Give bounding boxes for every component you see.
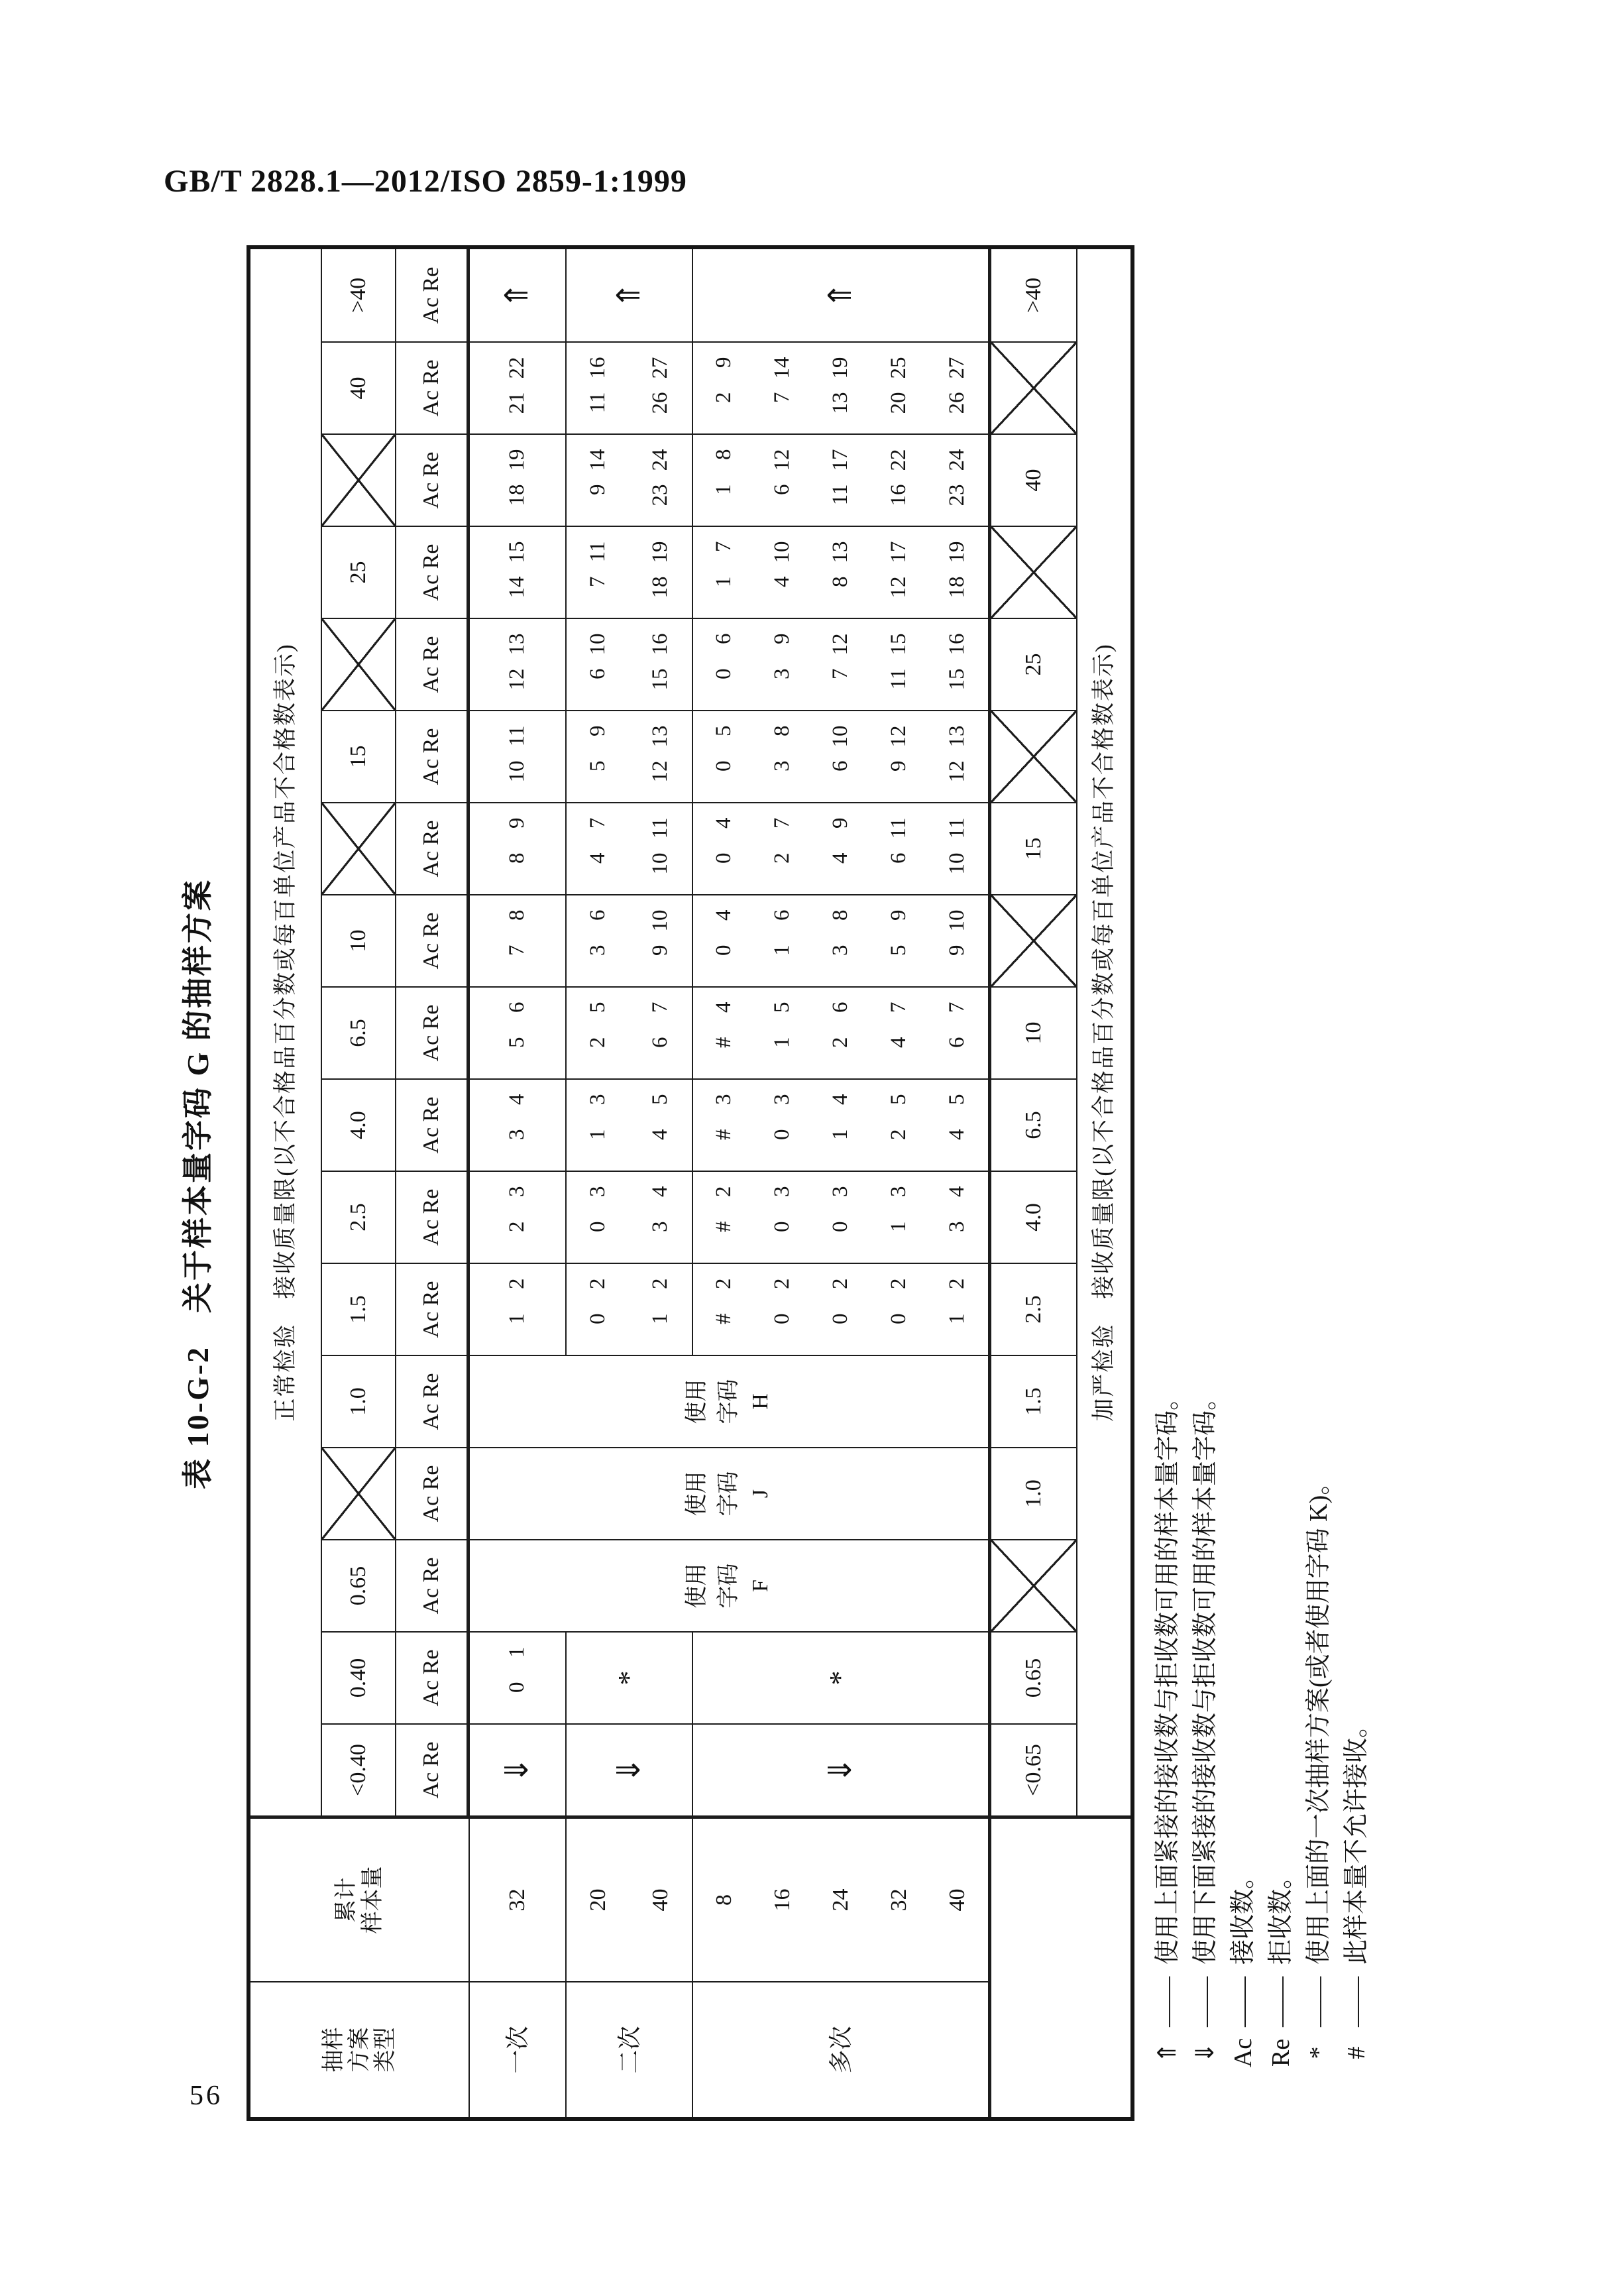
aql-normal-crossed-cell xyxy=(322,802,396,894)
corner-empty-cell xyxy=(991,1815,1130,2117)
aql-tightened-cell: 25 xyxy=(991,618,1077,710)
plan-type-label: 二次 xyxy=(567,1981,693,2117)
single-plan-cell: 1 2 xyxy=(470,1263,567,1355)
footnote-symbol: Re xyxy=(1267,2038,1295,2067)
aql-normal-cell: <0.40 xyxy=(322,1723,396,1815)
corner-plan-type-header: 抽样 方案 类型 xyxy=(250,1981,470,2117)
sampling-plan-table xyxy=(247,245,1134,2121)
page-number: 56 xyxy=(190,2081,223,2111)
corner-cum-size-header: 累计 样本量 xyxy=(250,1815,470,1981)
aql-tightened-crossed-cell xyxy=(991,1539,1077,1631)
footnote-text: 使用下面紧接的接收数与拒收数可用的样本量字码。 xyxy=(1191,1385,1219,1965)
aql-tightened-cell: <0.65 xyxy=(991,1723,1077,1815)
single-plan-cell: 7 8 xyxy=(470,894,567,986)
aql-tightened-cell: 0.65 xyxy=(991,1631,1077,1723)
footnote-line: ⇓——使用下面紧接的接收数与拒收数可用的样本量字码。 xyxy=(1187,1385,1225,2075)
ac-re-header-cell: Ac Re xyxy=(396,894,470,986)
arrow-down-icon: ⇓ xyxy=(567,1723,693,1815)
multiple-plan-cell: 0 6 3 9 7 12 11 15 15 16 xyxy=(693,618,991,710)
aql-tightened-cell: 40 xyxy=(991,433,1077,526)
footnote-symbol: ⇓ xyxy=(1191,2042,1219,2063)
aql-normal-crossed-cell xyxy=(322,1447,396,1539)
aql-tightened-crossed-cell xyxy=(991,710,1077,802)
footnote-symbol: # xyxy=(1343,2046,1370,2059)
single-plan-cell: 2 3 xyxy=(470,1171,567,1263)
ac-re-header-cell: Ac Re xyxy=(396,1723,470,1815)
ac-re-header-cell: Ac Re xyxy=(396,1171,470,1263)
ac-re-header-cell: Ac Re xyxy=(396,1631,470,1723)
footnote-text: 使用上面的一次抽样方案(或者使用字码 K)。 xyxy=(1305,1469,1333,1965)
ac-re-header-cell: Ac Re xyxy=(396,1355,470,1447)
aql-normal-cell: 15 xyxy=(322,710,396,802)
ac-re-header-cell: Ac Re xyxy=(396,986,470,1078)
aql-normal-cell: 2.5 xyxy=(322,1171,396,1263)
multiple-plan-cell: 1 8 6 12 11 17 16 22 23 24 xyxy=(693,433,991,526)
ac-re-header-cell: Ac Re xyxy=(396,710,470,802)
multiple-plan-cell: 0 4 2 7 4 9 6 11 10 11 xyxy=(693,802,991,894)
aql-normal-cell: 40 xyxy=(322,341,396,433)
aql-normal-cell: 0.40 xyxy=(322,1631,396,1723)
footnote-text: 拒收数。 xyxy=(1267,1863,1295,1965)
multiple-plan-cell: # 2 0 3 0 3 1 3 3 4 xyxy=(693,1171,991,1263)
single-plan-cell: 5 6 xyxy=(470,986,567,1078)
footnote-symbol: Ac xyxy=(1229,2038,1257,2068)
aql-normal-cell: 4.0 xyxy=(322,1078,396,1171)
tightened-inspection-header: 加严检验 接收质量限(以不合格品百分数或每百单位产品不合格数表示) xyxy=(1090,643,1117,1422)
double-plan-cell: 4 7 10 11 xyxy=(567,802,693,894)
aql-normal-cell: 6.5 xyxy=(322,986,396,1078)
double-plan-cell: 6 10 15 16 xyxy=(567,618,693,710)
star-note-cell: * xyxy=(693,1631,991,1723)
double-plan-cell: 0 2 1 2 xyxy=(567,1263,693,1355)
double-plan-cell: 1 3 4 5 xyxy=(567,1078,693,1171)
cum-sample-size-cell: 20 40 xyxy=(567,1815,693,1981)
footnote-symbol: ⇑ xyxy=(1154,2042,1182,2063)
multiple-plan-cell: 1 7 4 10 8 13 12 17 18 19 xyxy=(693,526,991,618)
multiple-plan-cell: # 3 0 3 1 4 2 5 4 5 xyxy=(693,1078,991,1171)
aql-normal-cell: 25 xyxy=(322,526,396,618)
aql-normal-crossed-cell xyxy=(322,433,396,526)
plan-type-label: 多次 xyxy=(693,1981,991,2117)
ac-re-header-cell: Ac Re xyxy=(396,618,470,710)
footnote-symbol: * xyxy=(1305,2046,1333,2059)
footnote-line: #——此样本量不允许接收。 xyxy=(1338,1385,1376,2075)
footnote-text: 此样本量不允许接收。 xyxy=(1343,1712,1370,1965)
ac-re-header-cell: Ac Re xyxy=(396,1447,470,1539)
ac-re-header-cell: Ac Re xyxy=(396,526,470,618)
ac-re-header-cell: Ac Re xyxy=(396,802,470,894)
aql-tightened-cell: 4.0 xyxy=(991,1171,1077,1263)
double-plan-cell: 3 6 9 10 xyxy=(567,894,693,986)
aql-normal-cell: 10 xyxy=(322,894,396,986)
aql-tightened-cell: 6.5 xyxy=(991,1078,1077,1171)
ac-re-header-cell: Ac Re xyxy=(396,341,470,433)
footnote-text: 接收数。 xyxy=(1229,1863,1257,1965)
aql-tightened-cell: 1.0 xyxy=(991,1447,1077,1539)
plan-type-label: 一次 xyxy=(470,1981,567,2117)
aql-tightened-crossed-cell xyxy=(991,894,1077,986)
aql-tightened-cell: >40 xyxy=(991,249,1077,341)
aql-tightened-cell: 10 xyxy=(991,986,1077,1078)
footnote-line: Ac——接收数。 xyxy=(1225,1385,1262,2075)
footnote-line: ⇑——使用上面紧接的接收数与拒收数可用的样本量字码。 xyxy=(1149,1385,1187,2075)
cum-sample-size-cell: 32 xyxy=(470,1815,567,1981)
aql-normal-cell: 1.5 xyxy=(322,1263,396,1355)
use-code-letter-note-cell: 使用 字码 F xyxy=(470,1539,991,1631)
footnote-line: Re——拒收数。 xyxy=(1262,1385,1300,2075)
multiple-plan-cell: 0 5 3 8 6 10 9 12 12 13 xyxy=(693,710,991,802)
aql-normal-cell: 1.0 xyxy=(322,1355,396,1447)
arrow-down-icon: ⇓ xyxy=(693,1723,991,1815)
arrow-down-icon: ⇓ xyxy=(470,1723,567,1815)
double-plan-cell: 0 3 3 4 xyxy=(567,1171,693,1263)
multiple-plan-cell: # 4 1 5 2 6 4 7 6 7 xyxy=(693,986,991,1078)
aql-tightened-cell: 15 xyxy=(991,802,1077,894)
multiple-plan-cell: 0 4 1 6 3 8 5 9 9 10 xyxy=(693,894,991,986)
aql-normal-cell: 0.65 xyxy=(322,1539,396,1631)
ac-re-header-cell: Ac Re xyxy=(396,1539,470,1631)
single-plan-cell: 10 11 xyxy=(470,710,567,802)
use-code-letter-note-cell: 使用 字码 J xyxy=(470,1447,991,1539)
table-title: 表 10-G-2 关于样本量字码 G 的抽样方案 xyxy=(181,878,215,1489)
arrow-up-icon: ⇑ xyxy=(567,249,693,341)
arrow-up-icon: ⇑ xyxy=(693,249,991,341)
single-plan-cell: 3 4 xyxy=(470,1078,567,1171)
footnote-block xyxy=(1149,1385,1376,2075)
aql-tightened-cell: 2.5 xyxy=(991,1263,1077,1355)
rotated-table-canvas xyxy=(147,247,1380,2121)
double-plan-cell: 5 9 12 13 xyxy=(567,710,693,802)
aql-tightened-cell: 1.5 xyxy=(991,1355,1077,1447)
ac-re-header-cell: Ac Re xyxy=(396,1263,470,1355)
single-plan-cell: 0 1 xyxy=(470,1631,567,1723)
aql-normal-cell: >40 xyxy=(322,249,396,341)
multiple-plan-cell: # 2 0 2 0 2 0 2 1 2 xyxy=(693,1263,991,1355)
double-plan-cell: 9 14 23 24 xyxy=(567,433,693,526)
ac-re-header-cell: Ac Re xyxy=(396,249,470,341)
double-plan-cell: 11 16 26 27 xyxy=(567,341,693,433)
ac-re-header-cell: Ac Re xyxy=(396,433,470,526)
cum-sample-size-cell: 8 16 24 32 40 xyxy=(693,1815,991,1981)
arrow-up-icon: ⇑ xyxy=(470,249,567,341)
single-plan-cell: 14 15 xyxy=(470,526,567,618)
footnote-text: 使用上面紧接的接收数与拒收数可用的样本量字码。 xyxy=(1154,1385,1182,1965)
aql-tightened-crossed-cell xyxy=(991,341,1077,433)
single-plan-cell: 12 13 xyxy=(470,618,567,710)
double-plan-cell: 2 5 6 7 xyxy=(567,986,693,1078)
star-note-cell: * xyxy=(567,1631,693,1723)
ac-re-header-cell: Ac Re xyxy=(396,1078,470,1171)
single-plan-cell: 21 22 xyxy=(470,341,567,433)
aql-normal-crossed-cell xyxy=(322,618,396,710)
normal-inspection-header: 正常检验 接收质量限(以不合格品百分数或每百单位产品不合格数表示) xyxy=(250,249,322,1815)
footnote-line: *——使用上面的一次抽样方案(或者使用字码 K)。 xyxy=(1300,1385,1338,2075)
use-code-letter-note-cell: 使用 字码 H xyxy=(470,1355,991,1447)
multiple-plan-cell: 2 9 7 14 13 19 20 25 26 27 xyxy=(693,341,991,433)
single-plan-cell: 8 9 xyxy=(470,802,567,894)
double-plan-cell: 7 11 18 19 xyxy=(567,526,693,618)
single-plan-cell: 18 19 xyxy=(470,433,567,526)
standard-number-header: GB/T 2828.1—2012/ISO 2859-1:1999 xyxy=(164,164,687,199)
aql-tightened-crossed-cell xyxy=(991,526,1077,618)
